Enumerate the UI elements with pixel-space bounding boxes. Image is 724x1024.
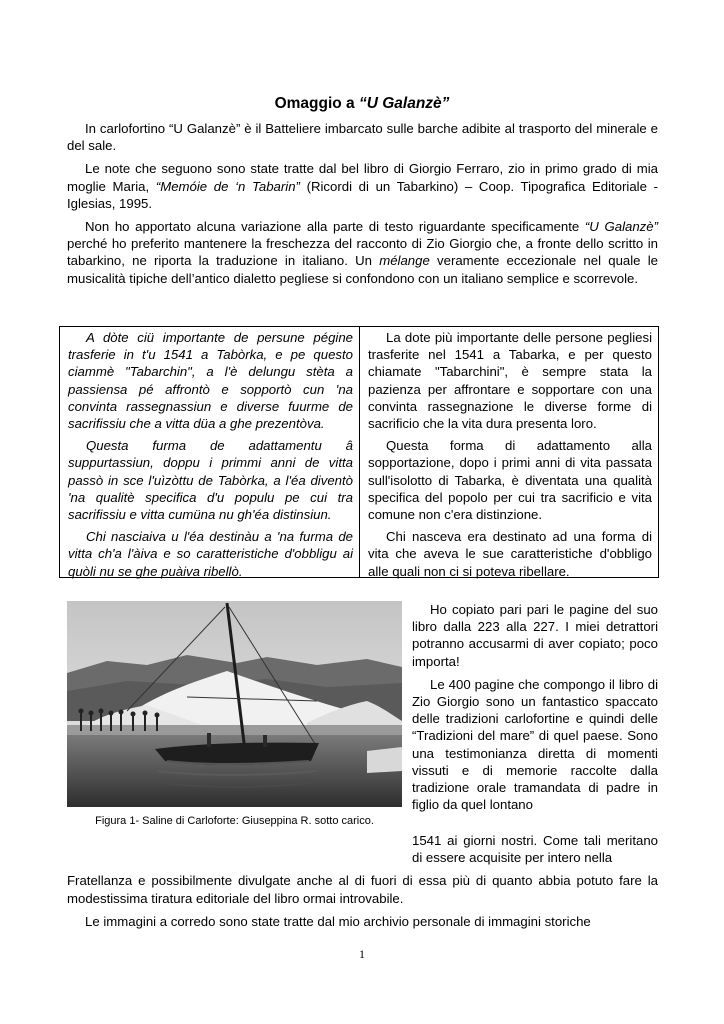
intro-p3-text-c: perché ho preferito mantenere la freschezza del racconto di Zio Giorgio che, a fronte dello scritto in tabarkino, ne riporta la traduzione in italiano. Un [67, 236, 658, 269]
tabarkino-column [60, 327, 360, 577]
bottom-paragraph-1-lead: 1541 ai giorni nostri. Come tali meritano di essere acquisite per intero nella [412, 833, 658, 866]
intro-paragraph-1: In carlofortino “U Galanzè” è il Batteliere imbarcato sulle barche adibite al trasporto del minerale e del sale. [67, 121, 658, 154]
intro-p3-text-e: veramente eccezionale nel quale le musicalità tipiche dell’antico dialetto pegliese si confondono con un italiano semplice e scorrevole. [67, 253, 659, 286]
intro-paragraph-3 [67, 218, 658, 287]
bilingual-text-table [59, 326, 659, 578]
side-paragraph-1: Ho copiato pari pari le pagine del suo libro dalla 223 alla 227. I miei detrattori potranno accusarmi di aver copiato; poco importa! [412, 602, 658, 669]
tabarkino-paragraph-1: A dòte ciü importante de persune pégine trasferie in t'u 1541 a Tabòrka, e pe questo ciammè "Tabarchin", a l'è delungu stèta a passiensa pé affrontò e sopportò cun 'na convinta rassegnassiun e diverse fuurme de sacrifissiu che a vitta düa a ghe prezentòva. [68, 330, 353, 432]
intro-p2-text-a: Le note che seguono sono state tratte dal bel libro di Giorgio Ferraro, zio in primo grado di mia moglie Maria, [67, 161, 658, 194]
side-text [412, 601, 658, 819]
intro-paragraph-2 [67, 160, 658, 212]
intro-p3-text-a: Non ho apportato alcuna variazione alla parte di testo riguardante specificamente [85, 219, 585, 235]
intro-p2-text-c: (Ricordi di un Tabarkino) – Coop. Tipografica Editoriale - Iglesias, 1995. [67, 178, 658, 211]
bottom-text [67, 832, 658, 936]
italian-column [360, 327, 658, 577]
book-title: “Memóie de ‘n Tabarin” [155, 178, 300, 194]
title-lead: Omaggio a [274, 95, 359, 112]
page-title [0, 94, 724, 114]
intro-p3-term: “U Galanzè” [584, 219, 658, 235]
side-paragraph-2: Le 400 pagine che compongo il libro di Zio Giorgio sono un fantastico spaccato delle tradizioni carlofortine e quindi delle “Tradizioni del mare” di quel paese. Sono una testimonianza diretta di momenti vissuti e di memorie raccolte dalla tradizione orale tramandata di padre in figlio da quel lontano [412, 676, 658, 813]
saline-photo [67, 601, 402, 807]
italian-paragraph-1: La dote più importante delle persone pegliesi trasferite nel 1541 a Tabarka, e per questo chiamate "Tabarchini", è sempre stata la pazienza per affrontare e sopportare con una convinta rassegnazione le diverse forme di sacrificio che la vita dura presenta loro. [368, 330, 652, 432]
figure-caption: Figura 1- Saline di Carloforte: Giuseppina R. sotto carico. [95, 815, 374, 827]
intro-section [67, 120, 658, 293]
page-number: 1 [359, 947, 365, 961]
intro-p3-melange: mélange [379, 253, 430, 269]
italian-paragraph-2: Questa forma di adattamento alla sopportazione, dopo i primi anni di vita passata sull'isolotto di Tabarka, è diventata una qualità specifica del popolo per cui tra sacrificio e vita comune non c'era distinzione. [368, 438, 652, 523]
tabarkino-paragraph-3: Chi nasciaiva u l'éa destinàu a 'na furma de vitta ch'a l'àiva e so caratteristiche d'obbligu ai quòli nu se ghe puàiva ribellò. [68, 529, 353, 579]
sailboat-photo-illustration [67, 601, 402, 807]
tabarkino-paragraph-2: Questa furma de adattamentu â suppurtassiun, doppu i primmi anni de vitta passò in sce l'uìzòttu de Tabòrka, a l'éa diventò 'na qualitè specifica d'u populu pe cui tra sacrifissiu e vitta cumüna nu gh'éa distinsiun. [68, 438, 353, 523]
title-italic: “U Galanzè” [358, 95, 450, 112]
italian-paragraph-3: Chi nasceva era destinato ad una forma di vita che aveva le sue caratteristiche d'obbligo alle quali non ci si poteva ribellare. [368, 529, 652, 579]
bottom-paragraph-1-continuation: Fratellanza e possibilmente divulgate anche al di fuori di essa più di quanto abbia potuto fare la modestissima tiratura editoriale del libro ormai introvabile. [67, 873, 658, 906]
bottom-paragraph-2: Le immagini a corredo sono state tratte dal mio archivio personale di immagini storiche [85, 913, 591, 929]
